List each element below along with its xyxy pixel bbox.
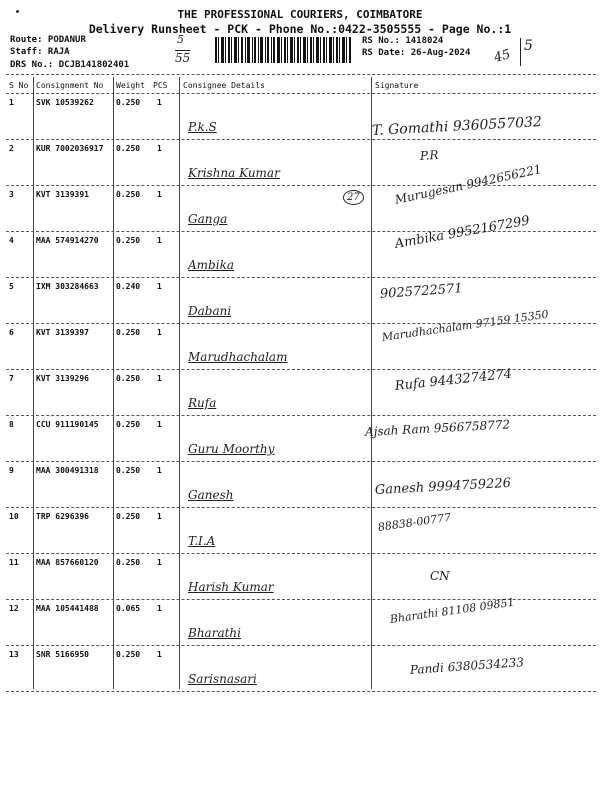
row-consignee-handwritten: P.k.S xyxy=(188,120,217,134)
row-consignment-no: KUR 7002036917 xyxy=(36,144,104,153)
row-consignment-no: CCU 911190145 xyxy=(36,420,99,429)
row-signature-handwritten: Marudhachalam 97159 15350 xyxy=(381,307,550,344)
row-divider xyxy=(6,185,596,186)
row-sno: 10 xyxy=(9,512,19,521)
row-consignment-no: SVK 10539262 xyxy=(36,98,94,107)
row-pcs: 1 xyxy=(157,650,162,659)
header-top-border xyxy=(6,74,596,75)
row-sno: 13 xyxy=(9,650,19,659)
row-pcs: 1 xyxy=(157,558,162,567)
row-pcs: 1 xyxy=(157,420,162,429)
col-divider xyxy=(113,77,114,689)
row-consignee-handwritten: T.I.A xyxy=(188,534,216,548)
col-header-pcs: PCS xyxy=(153,81,168,90)
hand-count-bottom: 55 xyxy=(175,51,191,65)
col-header-consignment: Consignment No xyxy=(36,81,104,90)
row-consignment-no: MAA 857660120 xyxy=(36,558,99,567)
row-weight: 0.250 xyxy=(116,420,141,429)
header-bottom-border xyxy=(6,93,596,94)
row-pcs: 1 xyxy=(157,144,162,153)
row-weight: 0.250 xyxy=(116,466,141,475)
row-pcs: 1 xyxy=(157,466,162,475)
row-divider xyxy=(6,415,596,416)
row-sno: 9 xyxy=(9,466,14,475)
row-signature-handwritten: Pandi 6380534233 xyxy=(409,655,525,677)
row-consignee-handwritten: Guru Moorthy xyxy=(188,442,275,456)
row-consignee-handwritten: Rufa xyxy=(188,396,217,410)
col-header-weight: Weight xyxy=(116,81,145,90)
drs-label: DRS No.: DCJB141802401 xyxy=(10,60,130,70)
row-weight: 0.250 xyxy=(116,374,141,383)
row-consignee-handwritten: Dabani xyxy=(188,304,232,318)
row-signature-handwritten: Ganesh 9994759226 xyxy=(374,475,512,498)
col-divider xyxy=(33,77,34,689)
row-consignment-no: MAA 574914270 xyxy=(36,236,99,245)
row-divider xyxy=(6,691,596,692)
row-weight: 0.250 xyxy=(116,512,141,521)
row-signature-handwritten: Murugesan 9942656221 xyxy=(393,162,543,207)
row-signature-handwritten: Rufa 9443274274 xyxy=(394,366,513,394)
row-pcs: 1 xyxy=(157,328,162,337)
row-pcs: 1 xyxy=(157,604,162,613)
rs-number: RS No.: 1418024 xyxy=(362,36,444,46)
col-divider xyxy=(371,77,372,689)
rs-date: RS Date: 26-Aug-2024 xyxy=(362,48,471,58)
row-consignee-handwritten: Krishna Kumar xyxy=(188,166,280,180)
row-signature-handwritten: CN xyxy=(430,569,450,583)
row-sno: 8 xyxy=(9,420,14,429)
row-weight: 0.250 xyxy=(116,190,141,199)
row-signature-handwritten: 88838-00777 xyxy=(377,510,452,534)
row-signature-handwritten: P.R xyxy=(419,147,439,163)
row-sno: 2 xyxy=(9,144,14,153)
hand-corner-mark: 45 xyxy=(492,47,513,66)
row-consignee-handwritten: Marudhachalam xyxy=(188,350,288,364)
row-consignee-handwritten: Bharathi xyxy=(188,626,241,640)
hand-count-top: 5 xyxy=(177,33,184,46)
row-sno: 6 xyxy=(9,328,14,337)
row-sno: 3 xyxy=(9,190,14,199)
row-consignment-no: KVT 3139391 xyxy=(36,190,89,199)
row-signature-handwritten: T. Gomathi 9360557032 xyxy=(371,114,543,139)
row-sno: 12 xyxy=(9,604,19,613)
row-signature-handwritten: Ambika 9952167299 xyxy=(393,213,531,252)
company-title: THE PROFESSIONAL COURIERS, COIMBATORE xyxy=(177,8,423,21)
row-consignment-no: KVT 3139296 xyxy=(36,374,89,383)
row-consignee-handwritten: Sarisnasari xyxy=(188,672,257,686)
row-sno: 7 xyxy=(9,374,14,383)
row-signature-handwritten: 9025722571 xyxy=(379,281,464,302)
row-consignment-no: KVT 3139397 xyxy=(36,328,89,337)
row-divider xyxy=(6,277,596,278)
row-consignee-handwritten: Ambika xyxy=(188,258,234,272)
row-divider xyxy=(6,461,596,462)
runsheet-title: Delivery Runsheet - PCK - Phone No.:0422-3505555 - Page No.:1 xyxy=(88,22,512,36)
row-weight: 0.240 xyxy=(116,282,141,291)
row-consignee-handwritten: Harish Kumar xyxy=(188,580,274,594)
row-consignee-handwritten: Ganga xyxy=(188,212,228,226)
row-pcs: 1 xyxy=(157,236,162,245)
col-header-consignee: Consignee Details xyxy=(183,81,265,90)
row-pcs: 1 xyxy=(157,282,162,291)
row-weight: 0.250 xyxy=(116,650,141,659)
row-pcs: 1 xyxy=(157,98,162,107)
margin-note-circled: 27 xyxy=(343,190,364,205)
row-divider xyxy=(6,645,596,646)
row-weight: 0.250 xyxy=(116,558,141,567)
row-weight: 0.065 xyxy=(116,604,141,613)
row-consignment-no: TRP 6296396 xyxy=(36,512,89,521)
barcode xyxy=(215,37,352,63)
row-consignment-no: MAA 105441488 xyxy=(36,604,99,613)
row-pcs: 1 xyxy=(157,374,162,383)
col-header-sno: S No xyxy=(9,81,29,90)
row-signature-handwritten: Ajsah Ram 9566758772 xyxy=(364,417,511,439)
route-label: Route: PODANUR xyxy=(10,35,86,45)
row-divider xyxy=(6,553,596,554)
staff-label: Staff: RAJA xyxy=(10,47,70,57)
row-sno: 4 xyxy=(9,236,14,245)
row-divider xyxy=(6,507,596,508)
row-divider xyxy=(6,139,596,140)
row-sno: 11 xyxy=(9,558,19,567)
row-consignment-no: IXM 303284663 xyxy=(36,282,99,291)
col-divider xyxy=(179,77,180,689)
row-weight: 0.250 xyxy=(116,144,141,153)
hand-corner-mark-2: 5 xyxy=(520,38,533,66)
row-weight: 0.250 xyxy=(116,236,141,245)
row-sno: 5 xyxy=(9,282,14,291)
row-signature-handwritten: Bharathi 81108 09851 xyxy=(389,595,516,626)
col-header-signature: Signature xyxy=(375,81,419,90)
row-weight: 0.250 xyxy=(116,328,141,337)
row-sno: 1 xyxy=(9,98,14,107)
row-consignment-no: MAA 300491318 xyxy=(36,466,99,475)
row-consignment-no: SNR 5166950 xyxy=(36,650,89,659)
row-pcs: 1 xyxy=(157,512,162,521)
row-consignee-handwritten: Ganesh xyxy=(188,488,234,502)
row-weight: 0.250 xyxy=(116,98,141,107)
row-pcs: 1 xyxy=(157,190,162,199)
